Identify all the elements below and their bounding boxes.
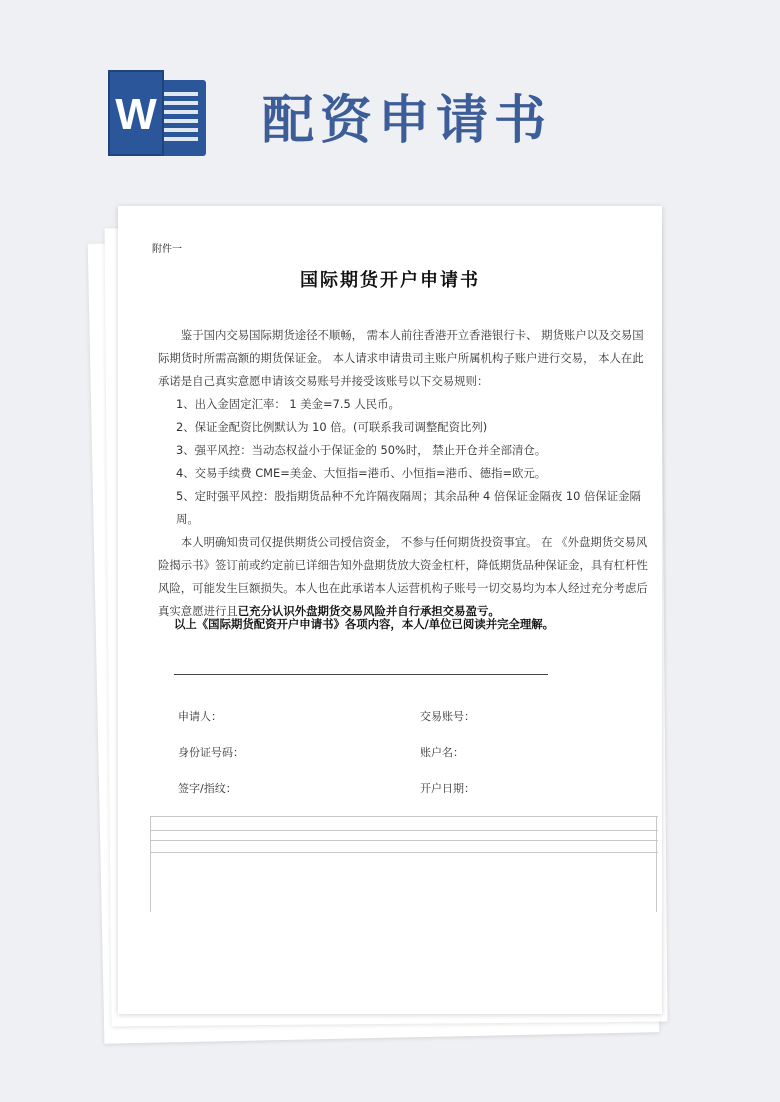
rule-item: 2、保证金配资比例默认为 10 倍。(可联系我司调整配资比列) — [176, 420, 488, 434]
statement-paragraph — [158, 531, 654, 623]
table-border — [656, 816, 657, 912]
rule-item: 3、强平风控：当动态权益小于保证金的 50%时， 禁止开仓并全部清仓。 — [176, 443, 547, 457]
attachment-label: 附件一 — [152, 244, 182, 255]
open-date-label: 开户日期： — [420, 782, 475, 795]
form-table — [150, 816, 658, 912]
signature-rule — [174, 674, 548, 675]
table-rule — [150, 830, 658, 831]
rule-item: 5、定时强平风控：股指期货品种不允许隔夜隔周；其余品种 4 倍保证金隔夜 10 倍保证金隔周。 — [176, 489, 641, 526]
document-title: 国际期货开户申请书 — [300, 270, 480, 291]
word-logo-letter: W — [108, 70, 164, 156]
account-name-label: 账户名： — [420, 746, 464, 759]
rule-item: 1、出入金固定汇率： 1 美金=7.5 人民币。 — [176, 397, 400, 411]
table-rule — [150, 816, 658, 817]
statement-text: 本人明确知贵司仅提供期货公司授信资金， 不参与任何期货投资事宜。 在 《外盘期货交易风险揭示书》签订前或约定前已详细告知外盘期货放大资金杠杆，降低期货品种保证金，具有杠杆性风险，可能发生巨额损失。本人也在此承诺本人运营机构子账号一切交易均为本人经过充分考虑后真实意愿进行且 — [158, 535, 648, 618]
document-page — [118, 206, 662, 1014]
rule-item: 4、交易手续费 CME=美金、大恒指=港币、小恒指=港币、德指=欧元。 — [176, 466, 547, 480]
table-border — [150, 816, 151, 912]
word-logo-icon — [108, 70, 208, 156]
document-body — [158, 324, 654, 623]
page-title: 配资申请书 — [262, 91, 553, 151]
signature-label: 签字/指纹： — [178, 782, 237, 795]
word-logo-lines — [162, 92, 198, 146]
table-rule — [150, 840, 658, 841]
table-rule — [150, 852, 658, 853]
applicant-label: 申请人： — [178, 710, 222, 723]
id-no-label: 身份证号码： — [178, 746, 244, 759]
acknowledgement: 以上《国际期货配资开户申请书》各项内容，本人/单位已阅读并完全理解。 — [174, 617, 555, 631]
intro-paragraph: 鉴于国内交易国际期货途径不顺畅， 需本人前往香港开立香港银行卡、 期货账户以及交易国际期货时所需高额的期货保证金。 本人请求申请贵司主账户所属机构子账户进行交易， 本人在此承诺是自己真实意愿申请该交易账号并接受该账号以下交易规则： — [158, 328, 644, 388]
statement-bold-text: 已充分认识外盘期货交易风险并自行承担交易盈亏。 — [237, 604, 500, 618]
account-no-label: 交易账号： — [420, 710, 475, 723]
